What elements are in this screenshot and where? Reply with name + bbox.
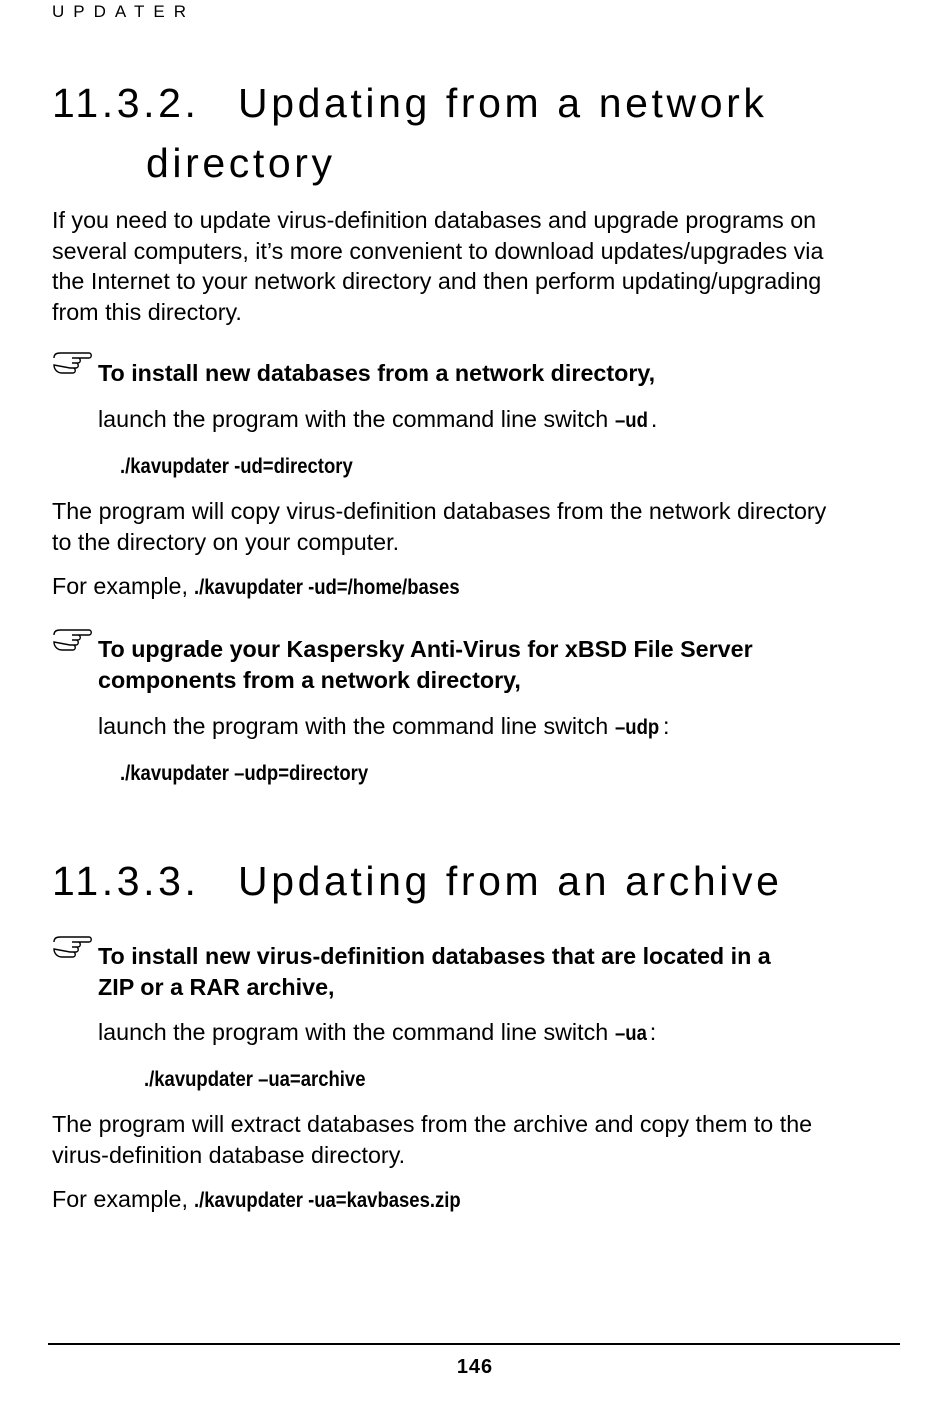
section-number: 11.3.2.	[52, 80, 200, 126]
pointing-hand-icon	[52, 350, 94, 374]
intro-line: the Internet to your network directory and then perform updating/upgrading	[52, 268, 822, 294]
example-line	[52, 1184, 505, 1216]
intro-line: several computers, it’s more convenient to download updates/upgrades via	[52, 237, 824, 264]
procedure-step	[98, 404, 657, 436]
page-number: 146	[456, 1356, 494, 1378]
command-text: ./kavupdater –ua=archive	[144, 1067, 366, 1091]
section-heading-11-3-3	[52, 852, 782, 910]
command-text: ./kavupdater -ud=directory	[120, 454, 353, 478]
procedure-title-line: To install new virus-definition databases that are located in a	[98, 943, 771, 969]
command-switch: –ud	[614, 408, 648, 432]
result-paragraph	[52, 1109, 812, 1170]
result-line: to the directory on your computer.	[52, 528, 400, 555]
step-end: :	[649, 1019, 657, 1045]
footer-rule	[48, 1343, 900, 1345]
intro-paragraph	[52, 205, 823, 327]
step-text: launch the program with the command line switch	[98, 1019, 615, 1045]
running-header: UPDATER	[52, 2, 195, 21]
command-example	[120, 759, 409, 787]
procedure-title-line: ZIP or a RAR archive,	[98, 973, 335, 1000]
section-heading-11-3-2	[52, 74, 767, 132]
command-example	[120, 452, 391, 480]
procedure-title-line: To upgrade your Kaspersky Anti-Virus for xBSD File Server	[98, 636, 753, 662]
command-switch: –ua	[614, 1021, 647, 1045]
step-end: .	[650, 406, 658, 432]
intro-line: If you need to update virus-definition databases and upgrade programs on	[52, 207, 817, 233]
procedure-step	[98, 1017, 656, 1049]
procedure-title: To install new databases from a network directory,	[98, 360, 656, 386]
section-title-line1: Updating from a network	[238, 80, 768, 126]
procedure-title-line: components from a network directory,	[98, 666, 521, 693]
procedure-step	[98, 711, 670, 743]
section-number: 11.3.3.	[52, 858, 200, 904]
result-paragraph	[52, 496, 826, 557]
step-text: launch the program with the command line switch	[98, 713, 615, 739]
example-command: ./kavupdater -ua=kavbases.zip	[194, 1188, 462, 1212]
step-end: :	[663, 713, 670, 739]
section-title: Updating from an archive	[238, 858, 783, 904]
pointing-hand-icon	[52, 934, 94, 958]
example-label: For example,	[52, 1186, 195, 1212]
result-line: The program will extract databases from the archive and copy them to the	[52, 1111, 813, 1137]
command-switch: –udp	[614, 715, 659, 739]
command-text: ./kavupdater –udp=directory	[120, 761, 369, 785]
procedure-title	[98, 634, 753, 695]
section-title-line2: directory	[146, 140, 336, 186]
example-label: For example,	[52, 573, 195, 599]
intro-line: from this directory.	[52, 298, 242, 325]
example-command: ./kavupdater -ud=/home/bases	[194, 575, 461, 599]
pointing-hand-icon	[52, 627, 94, 651]
procedure-title	[98, 941, 771, 1002]
example-line	[52, 571, 503, 603]
step-text: launch the program with the command line switch	[98, 406, 615, 432]
command-example	[144, 1065, 402, 1093]
result-line: virus-definition database directory.	[52, 1141, 406, 1168]
result-line: The program will copy virus-definition databases from the network directory	[52, 498, 827, 524]
